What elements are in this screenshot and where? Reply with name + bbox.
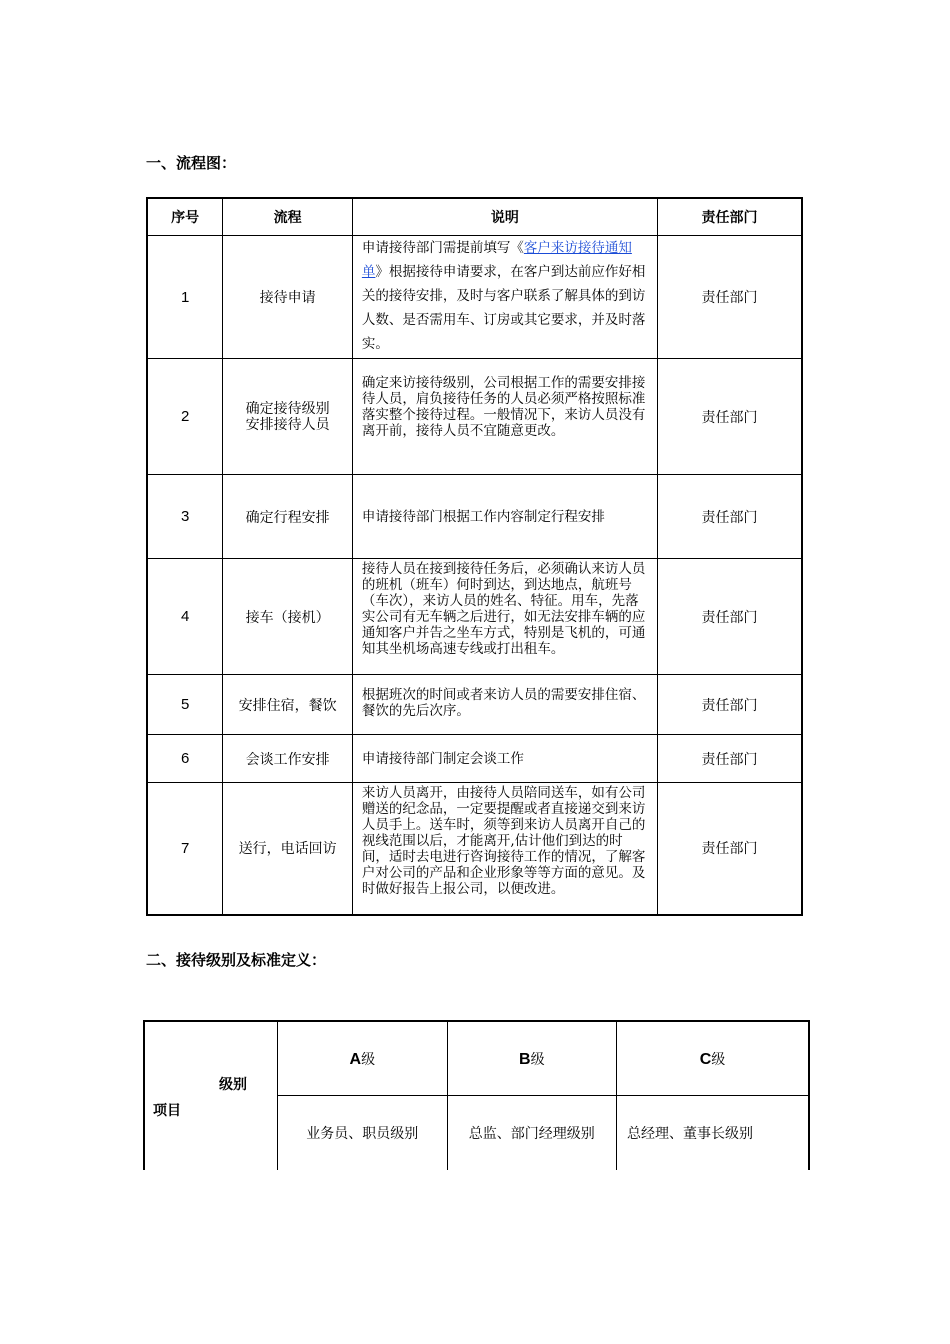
table-row (147, 359, 802, 475)
row-dept: 责任部门 (657, 735, 802, 783)
visit-notice-form-link[interactable]: 客户来访接待通知单 (361, 240, 632, 280)
row-num: 1 (147, 236, 223, 359)
level-c-desc: 总经理、董事长级别 (617, 1096, 809, 1171)
row-num: 7 (147, 783, 223, 915)
corner-level-label: 级别 (219, 1077, 247, 1093)
level-letter: B (519, 1050, 531, 1068)
desc-text: 申请接待部门需提前填写《 (361, 240, 524, 256)
level-suffix: 级 (530, 1051, 545, 1068)
row-desc (352, 236, 657, 359)
levels-header-row (144, 1021, 809, 1096)
header-num: 序号 (147, 198, 223, 236)
row-process: 会谈工作安排 (223, 735, 353, 783)
level-a-desc: 业务员、职员级别 (278, 1096, 448, 1171)
row-num: 4 (147, 559, 223, 675)
reception-levels-table (143, 1020, 810, 1170)
row-desc: 确定来访接待级别，公司根据工作的需要安排接待人员，肩负接待任务的人员必须严格按照标准落实整个接待过程。一般情况下，来访人员没有离开前，接待人员不宜随意更改。 (352, 359, 657, 475)
row-desc: 申请接待部门根据工作内容制定行程安排 (352, 475, 657, 559)
table-row (147, 236, 802, 359)
level-a-header (278, 1021, 448, 1096)
row-dept: 责任部门 (657, 475, 802, 559)
level-letter: A (349, 1050, 362, 1068)
section1-title: 一、流程图： (146, 154, 237, 172)
row-process: 确定行程安排 (223, 475, 353, 559)
table-row (147, 559, 802, 675)
row-desc: 申请接待部门制定会谈工作 (352, 735, 657, 783)
level-suffix: 级 (711, 1051, 726, 1068)
row-num: 3 (147, 475, 223, 559)
row-dept: 责任部门 (657, 236, 802, 359)
header-desc: 说明 (352, 198, 657, 236)
level-c-header (617, 1021, 809, 1096)
corner-item-label: 项目 (153, 1103, 181, 1119)
level-letter: C (699, 1050, 712, 1068)
row-num: 2 (147, 359, 223, 475)
row-desc: 来访人员离开，由接待人员陪同送车，如有公司赠送的纪念品，一定要提醒或者直接递交到来访人员手上。送车时，须等到来访人员离开自己的视线范围以后，才能离开,估计他们到达的时间，适时去电进行咨询接待工作的情况，了解客户对公司的产品和企业形象等等方面的意见。及时做好报告上报公司，以便改进。 (352, 783, 657, 915)
row-desc: 根据班次的时间或者来访人员的需要安排住宿、餐饮的先后次序。 (352, 675, 657, 735)
row-dept: 责任部门 (657, 559, 802, 675)
corner-cell (144, 1021, 278, 1170)
table-row (147, 735, 802, 783)
table-row (147, 675, 802, 735)
header-dept: 责任部门 (657, 198, 802, 236)
row-process (223, 359, 353, 475)
table-row (147, 783, 802, 915)
row-process: 送行，电话回访 (223, 783, 353, 915)
row-process: 接待申请 (223, 236, 353, 359)
process-flow-table (146, 197, 803, 916)
process-line: 确定接待级别 (245, 400, 330, 417)
row-process: 接车（接机） (223, 559, 353, 675)
table-header-row (147, 198, 802, 236)
row-num: 5 (147, 675, 223, 735)
table-row (147, 475, 802, 559)
level-suffix: 级 (361, 1051, 376, 1068)
section2-title: 二、接待级别及标准定义： (146, 951, 327, 969)
desc-text: 》根据接待申请要求，在客户到达前应作好相关的接待安排，及时与客户联系了解具体的到访人数、是否需用车、订房或其它要求，并及时落实。 (361, 264, 646, 352)
header-process: 流程 (223, 198, 353, 236)
row-num: 6 (147, 735, 223, 783)
row-dept: 责任部门 (657, 675, 802, 735)
row-desc: 接待人员在接到接待任务后，必须确认来访人员的班机（班车）何时到达，到达地点，航班号（车次），来访人员的姓名、特征。用车，先落实公司有无车辆之后进行，如无法安排车辆的应通知客户并告之坐车方式，特别是飞机的，可通知其坐机场高速专线或打出租车。 (352, 559, 657, 675)
row-dept: 责任部门 (657, 359, 802, 475)
row-dept: 责任部门 (657, 783, 802, 915)
level-b-header (447, 1021, 617, 1096)
process-line: 安排接待人员 (245, 416, 330, 433)
level-b-desc: 总监、部门经理级别 (447, 1096, 617, 1171)
row-process: 安排住宿，餐饮 (223, 675, 353, 735)
